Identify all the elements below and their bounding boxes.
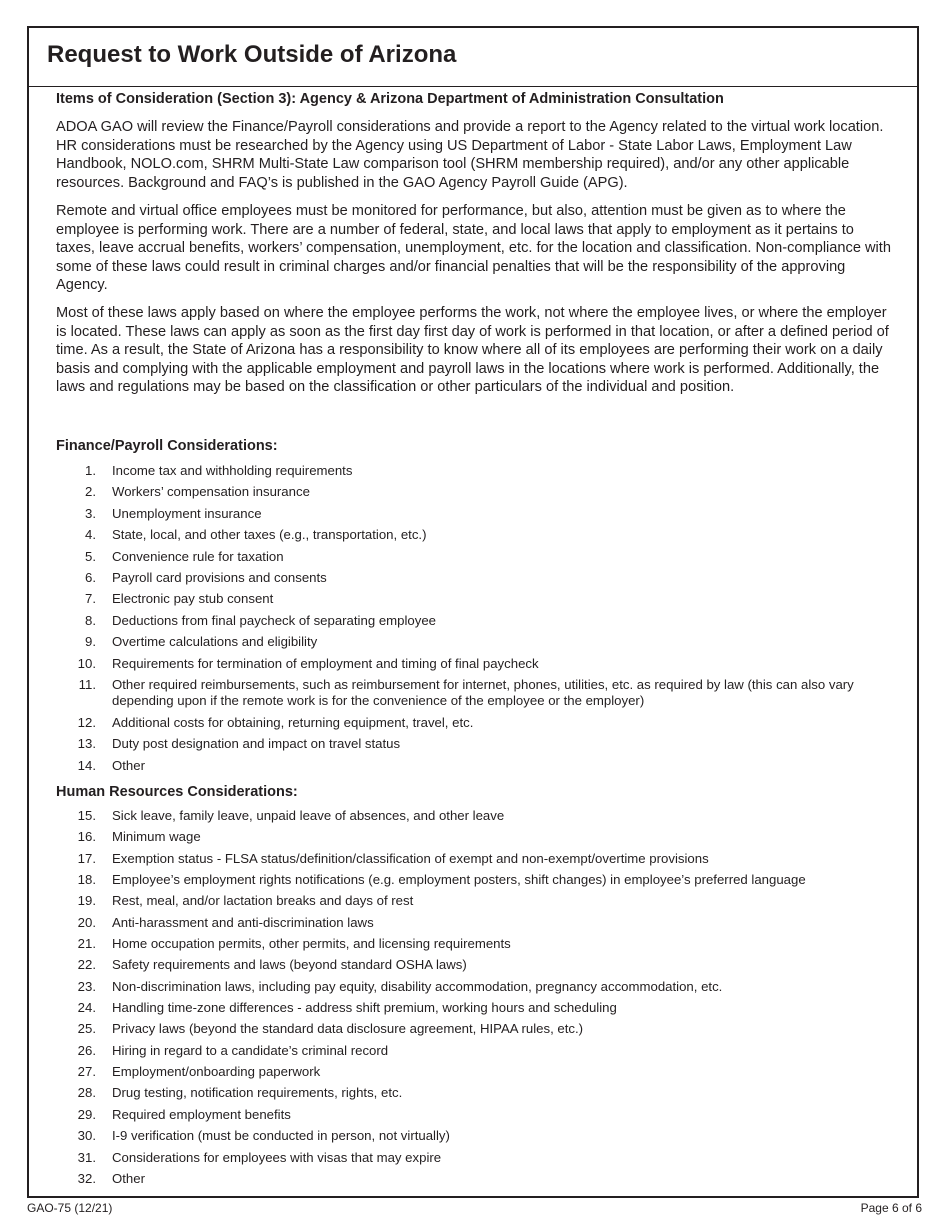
monitoring-paragraph: Remote and virtual office employees must be monitored for performance, but also, attention must be given as to where the employee is performing work. There are a number of federal, state, and local laws that apply to employment as it pertains to taxes, leave accrual benefits, workers’ compensation, unemployment, etc. for the location and classification. Non-compliance with some of these laws could result in criminal charges and/or financial penalties that will be the responsibility of the approving Agency. [56,203,891,294]
item-number: 8. [85,612,96,628]
item-text: Rest, meal, and/or lactation breaks and days of rest [112,893,414,909]
list-item [0,677,872,710]
laws-paragraph: Most of these laws apply based on where the employee performs the work, not where the employee lives, or where the employer is located. These laws can apply as soon as the first day first day of work is performed in that location, or after a defined period of time. As a result, the State of Arizona has a responsibility to know where all of its employees are performing their work on a daily basis and complying with the applicable employment and payroll laws in the locations where work is performed. Additionally, the laws and regulations may be based on the classification or other particulars of the individual and position. [56,305,889,396]
item-number: 29. [77,1106,96,1122]
item-text: Employment/onboarding paperwork [112,1064,321,1080]
item-number: 18. [77,872,96,888]
item-number: 5. [85,548,96,564]
list-item [0,527,872,544]
item-number: 9. [85,634,96,650]
finance-list [0,463,872,779]
list-item [0,758,872,775]
list-item [0,506,872,523]
item-text: Duty post designation and impact on travel status [112,736,401,752]
item-text: Requirements for termination of employment and timing of final paycheck [112,655,539,671]
item-text: Overtime calculations and eligibility [112,634,318,650]
list-item [0,715,872,732]
item-number: 22. [77,957,96,973]
item-text: Privacy laws (beyond the standard data disclosure agreement, HIPAA rules, etc.) [112,1021,584,1037]
item-text: Hiring in regard to a candidate’s criminal record [112,1042,389,1058]
item-number: 15. [77,808,96,823]
list-item [0,851,872,868]
item-text: Deductions from final paycheck of separating employee [112,612,437,628]
item-text: Workers’ compensation insurance [112,484,310,500]
item-number: 10. [77,655,96,671]
item-text: Other required reimbursements, such as reimbursement for internet, phones, utilities, etc. as required by law (this can also vary depending upon if the remote work is for the convenience of the employee or the employer) [112,676,854,709]
list-item [0,463,872,480]
list-item [0,1021,872,1038]
list-item [0,1000,872,1017]
item-text: Convenience rule for taxation [112,548,284,564]
item-text: Required employment benefits [112,1106,291,1122]
page-number: Page 6 of 6 [860,1201,922,1215]
list-item [0,957,872,974]
item-number: 28. [77,1085,96,1101]
item-number: 11. [78,676,96,692]
item-text: Exemption status - FLSA status/definition/classification of exempt and non-exempt/overtime provisions [112,850,709,866]
list-item [0,1128,872,1145]
item-number: 30. [77,1128,96,1144]
list-item [0,829,872,846]
item-number: 2. [85,484,96,500]
hr-heading: Human Resources Considerations: [56,784,298,800]
list-item [0,1064,872,1081]
item-text: Electronic pay stub consent [112,591,274,607]
list-item [0,1085,872,1102]
item-text: Considerations for employees with visas that may expire [112,1149,442,1165]
list-item [0,570,872,587]
item-number: 21. [77,936,96,952]
item-text: Drug testing, notification requirements, rights, etc. [112,1085,403,1101]
list-item [0,613,872,630]
title-divider [27,86,919,87]
item-number: 17. [77,850,96,866]
intro-paragraph: ADOA GAO will review the Finance/Payroll considerations and provide a report to the Agency related to the virtual work location. HR considerations must be researched by the Agency using US Department of Labor - State Labor Laws, Employment Law Handbook, NOLO.com, SHRM Multi-State Law comparison tool (SHRM membership required), and/or any other applicable resources. Background and FAQ’s is published in the GAO Agency Payroll Guide (APG). [56,119,884,191]
item-text: Handling time-zone differences - address shift premium, working hours and scheduling [112,1000,617,1016]
item-text: Other [112,1170,145,1186]
item-number: 32. [77,1170,96,1186]
list-item [0,979,872,996]
form-id: GAO-75 (12/21) [27,1201,113,1215]
item-number: 20. [77,914,96,930]
page-title: Request to Work Outside of Arizona [47,41,457,68]
list-item [0,736,872,753]
item-number: 27. [77,1064,96,1080]
list-item [0,1171,872,1188]
list-item [0,484,872,501]
item-number: 13. [77,736,96,752]
list-item [0,915,872,932]
item-text: Employee’s employment rights notifications (e.g. employment posters, shift changes) in employee’s preferred language [112,872,806,888]
list-item [0,1043,872,1060]
item-number: 16. [77,829,96,845]
item-number: 24. [77,1000,96,1016]
item-text: Safety requirements and laws (beyond standard OSHA laws) [112,957,467,973]
item-number: 19. [77,893,96,909]
item-text: State, local, and other taxes (e.g., transportation, etc.) [112,527,427,543]
item-text: Minimum wage [112,829,201,845]
finance-heading: Finance/Payroll Considerations: [56,438,278,454]
item-number: 23. [77,978,96,994]
item-number: 3. [85,505,96,521]
list-item [0,1150,872,1167]
item-text: I-9 verification (must be conducted in person, not virtually) [112,1128,450,1144]
item-text: Other [112,757,145,773]
item-number: 25. [77,1021,96,1037]
list-item [0,808,872,825]
item-number: 26. [77,1042,96,1058]
item-number: 4. [85,527,96,543]
item-number: 7. [85,591,96,607]
section-heading: Items of Consideration (Section 3): Agency & Arizona Department of Administration Consultation [56,91,724,107]
item-number: 31. [77,1149,96,1165]
list-item [0,656,872,673]
item-text: Home occupation permits, other permits, and licensing requirements [112,936,511,952]
item-text: Additional costs for obtaining, returning equipment, travel, etc. [112,714,474,730]
hr-list [0,808,872,1192]
item-text: Income tax and withholding requirements [112,463,353,478]
list-item [0,549,872,566]
item-number: 6. [85,569,96,585]
item-text: Unemployment insurance [112,505,262,521]
list-item [0,591,872,608]
list-item [0,634,872,651]
item-number: 1. [85,463,96,478]
item-text: Payroll card provisions and consents [112,569,327,585]
item-number: 12. [77,714,96,730]
item-text: Non-discrimination laws, including pay equity, disability accommodation, pregnancy accommodation, etc. [112,978,723,994]
list-item [0,936,872,953]
list-item [0,893,872,910]
list-item [0,872,872,889]
item-text: Anti-harassment and anti-discrimination laws [112,914,374,930]
item-text: Sick leave, family leave, unpaid leave of absences, and other leave [112,808,505,823]
item-number: 14. [77,757,96,773]
list-item [0,1107,872,1124]
